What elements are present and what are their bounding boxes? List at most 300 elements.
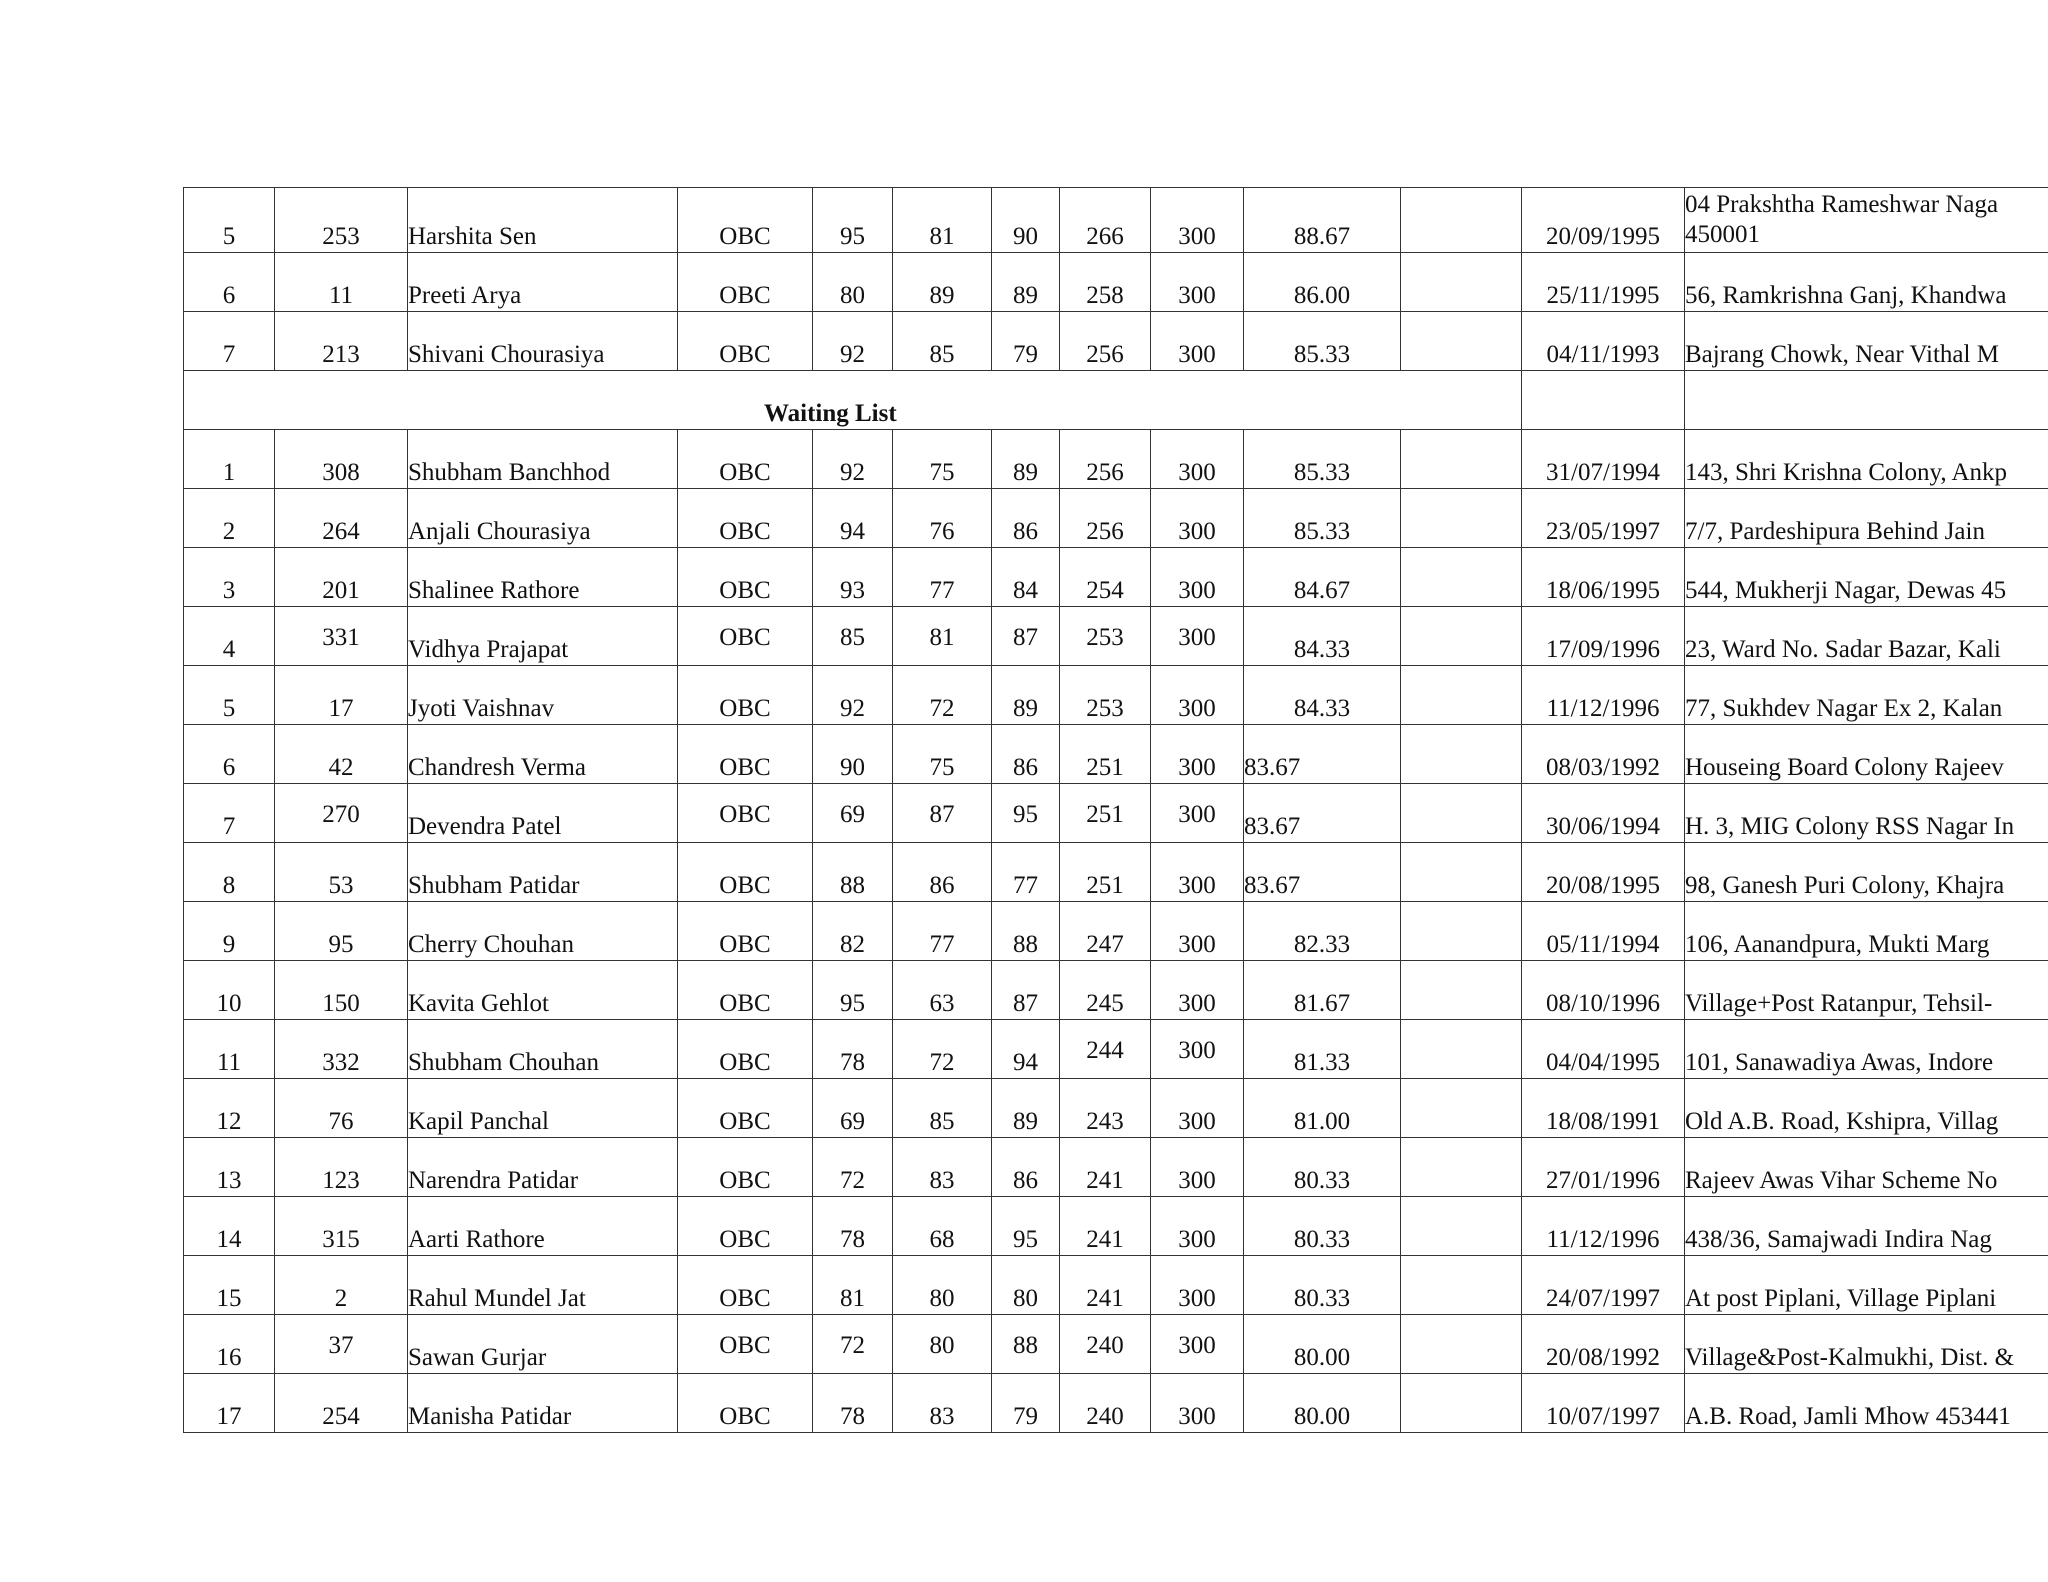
name-cell: Shubham Chouhan	[408, 1020, 678, 1079]
marks-2-cell: 75	[893, 725, 992, 784]
roll-cell: 150	[275, 961, 408, 1020]
category-cell: OBC	[678, 725, 813, 784]
marks-3-cell-text: 95	[1013, 800, 1038, 828]
category-cell: OBC	[678, 1020, 813, 1079]
serial-cell: 15	[184, 1256, 275, 1315]
marks-2-cell: 86	[893, 843, 992, 902]
dob-cell: 04/04/1995	[1522, 1020, 1685, 1079]
max-marks-cell: 300	[1151, 430, 1244, 489]
marks-1-cell: 82	[813, 902, 893, 961]
roll-cell: 264	[275, 489, 408, 548]
marks-3-cell-text: 87	[1013, 623, 1038, 651]
total-cell: 266	[1060, 188, 1151, 253]
marks-1-cell: 94	[813, 489, 893, 548]
percentage-cell: 81.67	[1244, 961, 1401, 1020]
marks-3-cell: 94	[992, 1020, 1060, 1079]
name-cell: Narendra Patidar	[408, 1138, 678, 1197]
max-marks-cell: 300	[1151, 902, 1244, 961]
serial-cell: 10	[184, 961, 275, 1020]
marks-2-cell: 72	[893, 666, 992, 725]
max-marks-cell: 300	[1151, 1374, 1244, 1433]
table-row	[184, 1079, 2048, 1138]
total-cell: 256	[1060, 430, 1151, 489]
marks-1-cell: 80	[813, 253, 893, 312]
total-cell: 243	[1060, 1079, 1151, 1138]
marks-1-cell: 95	[813, 188, 893, 253]
marks-3-cell	[992, 784, 1060, 843]
table-row	[184, 784, 2048, 843]
blank-cell	[1401, 548, 1522, 607]
max-marks-cell: 300	[1151, 188, 1244, 253]
address-cell: 106, Aanandpura, Mukti Marg	[1685, 902, 2048, 961]
dob-cell: 20/08/1995	[1522, 843, 1685, 902]
name-cell: Chandresh Verma	[408, 725, 678, 784]
blank-cell	[1401, 607, 1522, 666]
marks-3-cell: 89	[992, 1079, 1060, 1138]
total-cell: 241	[1060, 1138, 1151, 1197]
roll-cell: 42	[275, 725, 408, 784]
marks-1-cell	[813, 1315, 893, 1374]
name-cell: Rahul Mundel Jat	[408, 1256, 678, 1315]
serial-cell: 7	[184, 784, 275, 843]
category-cell: OBC	[678, 961, 813, 1020]
address-cell: 101, Sanawadiya Awas, Indore	[1685, 1020, 2048, 1079]
address-cell: Bajrang Chowk, Near Vithal M	[1685, 312, 2048, 371]
roll-cell: 213	[275, 312, 408, 371]
marks-1-cell	[813, 784, 893, 843]
serial-cell: 2	[184, 489, 275, 548]
blank-cell	[1685, 371, 2048, 430]
name-cell: Shubham Patidar	[408, 843, 678, 902]
percentage-cell: 84.67	[1244, 548, 1401, 607]
dob-cell: 24/07/1997	[1522, 1256, 1685, 1315]
name-cell: Sawan Gurjar	[408, 1315, 678, 1374]
max-marks-cell: 300	[1151, 725, 1244, 784]
category-cell: OBC	[678, 1138, 813, 1197]
address-cell: 7/7, Pardeshipura Behind Jain	[1685, 489, 2048, 548]
serial-cell: 4	[184, 607, 275, 666]
total-cell: 247	[1060, 902, 1151, 961]
total-cell: 241	[1060, 1256, 1151, 1315]
total-cell-text: 251	[1086, 800, 1124, 828]
total-cell	[1060, 1020, 1151, 1079]
marks-3-cell: 89	[992, 666, 1060, 725]
percentage-cell: 80.33	[1244, 1138, 1401, 1197]
roll-cell: 254	[275, 1374, 408, 1433]
max-marks-cell: 300	[1151, 1138, 1244, 1197]
marks-1-cell: 81	[813, 1256, 893, 1315]
name-cell: Shubham Banchhod	[408, 430, 678, 489]
blank-cell	[1401, 1315, 1522, 1374]
marks-3-cell: 79	[992, 1374, 1060, 1433]
serial-cell: 6	[184, 253, 275, 312]
serial-cell: 6	[184, 725, 275, 784]
category-cell: OBC	[678, 1256, 813, 1315]
percentage-cell: 85.33	[1244, 430, 1401, 489]
name-cell: Shivani Chourasiya	[408, 312, 678, 371]
marks-2-cell: 75	[893, 430, 992, 489]
name-cell: Kapil Panchal	[408, 1079, 678, 1138]
percentage-cell: 80.33	[1244, 1197, 1401, 1256]
serial-cell: 13	[184, 1138, 275, 1197]
marks-2-cell: 81	[893, 188, 992, 253]
table-row	[184, 489, 2048, 548]
serial-cell: 5	[184, 188, 275, 253]
table-row	[184, 961, 2048, 1020]
blank-cell	[1401, 1138, 1522, 1197]
marks-1-cell	[813, 607, 893, 666]
marks-1-cell: 93	[813, 548, 893, 607]
blank-cell	[1401, 666, 1522, 725]
category-cell	[678, 1315, 813, 1374]
roll-cell-text: 270	[322, 800, 360, 828]
address-cell: 438/36, Samajwadi Indira Nag	[1685, 1197, 2048, 1256]
dob-cell: 11/12/1996	[1522, 666, 1685, 725]
marks-2-cell: 83	[893, 1374, 992, 1433]
total-cell: 254	[1060, 548, 1151, 607]
serial-cell: 16	[184, 1315, 275, 1374]
blank-cell	[1401, 1020, 1522, 1079]
max-marks-cell: 300	[1151, 312, 1244, 371]
max-marks-cell: 300	[1151, 843, 1244, 902]
name-cell: Anjali Chourasiya	[408, 489, 678, 548]
marks-2-cell: 89	[893, 253, 992, 312]
roll-cell: 315	[275, 1197, 408, 1256]
total-cell-text: 240	[1086, 1331, 1124, 1359]
blank-cell	[1401, 253, 1522, 312]
category-cell: OBC	[678, 843, 813, 902]
marks-2-cell: 85	[893, 1079, 992, 1138]
category-cell: OBC	[678, 1079, 813, 1138]
section-title: Waiting List	[184, 371, 1522, 430]
serial-cell: 14	[184, 1197, 275, 1256]
table-row	[184, 548, 2048, 607]
dob-cell: 11/12/1996	[1522, 1197, 1685, 1256]
blank-cell	[1401, 1256, 1522, 1315]
serial-cell: 9	[184, 902, 275, 961]
marks-3-cell	[992, 1315, 1060, 1374]
percentage-cell: 80.00	[1244, 1315, 1401, 1374]
address-cell: 98, Ganesh Puri Colony, Khajra	[1685, 843, 2048, 902]
total-cell	[1060, 784, 1151, 843]
max-marks-cell-text: 300	[1178, 1036, 1216, 1064]
category-cell: OBC	[678, 253, 813, 312]
roll-cell: 95	[275, 902, 408, 961]
dob-cell: 27/01/1996	[1522, 1138, 1685, 1197]
table-row	[184, 430, 2048, 489]
roll-cell: 11	[275, 253, 408, 312]
category-cell: OBC	[678, 902, 813, 961]
marks-2-cell: 80	[893, 1256, 992, 1315]
table-row	[184, 1256, 2048, 1315]
table-row	[184, 188, 2048, 253]
marks-2-cell: 63	[893, 961, 992, 1020]
serial-cell: 11	[184, 1020, 275, 1079]
total-cell: 258	[1060, 253, 1151, 312]
roll-cell: 332	[275, 1020, 408, 1079]
marks-3-cell: 86	[992, 489, 1060, 548]
blank-cell	[1401, 961, 1522, 1020]
category-cell	[678, 607, 813, 666]
marks-2-cell: 72	[893, 1020, 992, 1079]
name-cell: Jyoti Vaishnav	[408, 666, 678, 725]
dob-cell: 10/07/1997	[1522, 1374, 1685, 1433]
total-cell: 256	[1060, 312, 1151, 371]
address-cell: H. 3, MIG Colony RSS Nagar In	[1685, 784, 2048, 843]
dob-cell: 20/08/1992	[1522, 1315, 1685, 1374]
dob-cell: 18/06/1995	[1522, 548, 1685, 607]
marks-2-cell	[893, 1315, 992, 1374]
name-cell: Cherry Chouhan	[408, 902, 678, 961]
marks-3-cell: 89	[992, 430, 1060, 489]
roll-cell	[275, 607, 408, 666]
marks-1-cell-text: 72	[840, 1331, 865, 1359]
roll-cell: 308	[275, 430, 408, 489]
dob-cell: 23/05/1997	[1522, 489, 1685, 548]
table-row	[184, 843, 2048, 902]
dob-cell: 08/03/1992	[1522, 725, 1685, 784]
roll-cell	[275, 1315, 408, 1374]
table-row	[184, 1374, 2048, 1433]
total-cell: 241	[1060, 1197, 1151, 1256]
percentage-cell: 85.33	[1244, 312, 1401, 371]
max-marks-cell	[1151, 607, 1244, 666]
dob-cell: 25/11/1995	[1522, 253, 1685, 312]
roll-cell	[275, 784, 408, 843]
percentage-cell: 80.00	[1244, 1374, 1401, 1433]
table-row	[184, 1020, 2048, 1079]
table-row	[184, 902, 2048, 961]
blank-cell	[1401, 1079, 1522, 1138]
table-row	[184, 1138, 2048, 1197]
max-marks-cell	[1151, 1020, 1244, 1079]
marks-2-cell: 85	[893, 312, 992, 371]
address-cell: 56, Ramkrishna Ganj, Khandwa	[1685, 253, 2048, 312]
marks-1-cell: 78	[813, 1197, 893, 1256]
percentage-cell: 83.67	[1244, 784, 1401, 843]
marks-1-cell: 92	[813, 666, 893, 725]
max-marks-cell-text: 300	[1178, 623, 1216, 651]
category-cell	[678, 784, 813, 843]
category-cell-text: OBC	[719, 1331, 771, 1359]
marks-1-cell: 90	[813, 725, 893, 784]
marks-2-cell: 68	[893, 1197, 992, 1256]
percentage-cell: 83.67	[1244, 725, 1401, 784]
blank-cell	[1401, 784, 1522, 843]
marks-2-cell	[893, 607, 992, 666]
max-marks-cell: 300	[1151, 666, 1244, 725]
dob-cell: 04/11/1993	[1522, 312, 1685, 371]
roll-cell: 53	[275, 843, 408, 902]
total-cell	[1060, 607, 1151, 666]
marks-3-cell: 88	[992, 902, 1060, 961]
address-cell: Village+Post Ratanpur, Tehsil-	[1685, 961, 2048, 1020]
marks-1-cell: 88	[813, 843, 893, 902]
blank-cell	[1522, 371, 1685, 430]
dob-cell: 31/07/1994	[1522, 430, 1685, 489]
address-cell: Rajeev Awas Vihar Scheme No	[1685, 1138, 2048, 1197]
marks-3-cell: 87	[992, 961, 1060, 1020]
max-marks-cell: 300	[1151, 1197, 1244, 1256]
marks-1-cell-text: 69	[840, 800, 865, 828]
serial-cell: 1	[184, 430, 275, 489]
max-marks-cell-text: 300	[1178, 1331, 1216, 1359]
category-cell: OBC	[678, 489, 813, 548]
percentage-cell: 81.33	[1244, 1020, 1401, 1079]
dob-cell: 17/09/1996	[1522, 607, 1685, 666]
name-cell: Harshita Sen	[408, 188, 678, 253]
max-marks-cell: 300	[1151, 253, 1244, 312]
category-cell: OBC	[678, 312, 813, 371]
roll-cell: 253	[275, 188, 408, 253]
section-row	[184, 371, 2048, 430]
total-cell: 256	[1060, 489, 1151, 548]
roll-cell-text: 331	[322, 623, 360, 651]
name-cell: Shalinee Rathore	[408, 548, 678, 607]
name-cell: Devendra Patel	[408, 784, 678, 843]
roll-cell: 123	[275, 1138, 408, 1197]
category-cell: OBC	[678, 666, 813, 725]
marks-2-cell-text: 80	[929, 1331, 955, 1359]
marks-1-cell: 78	[813, 1374, 893, 1433]
serial-cell: 17	[184, 1374, 275, 1433]
marks-2-cell: 77	[893, 902, 992, 961]
max-marks-cell: 300	[1151, 1256, 1244, 1315]
marks-1-cell: 69	[813, 1079, 893, 1138]
address-cell: 77, Sukhdev Nagar Ex 2, Kalan	[1685, 666, 2048, 725]
marks-3-cell: 84	[992, 548, 1060, 607]
category-cell: OBC	[678, 188, 813, 253]
blank-cell	[1401, 430, 1522, 489]
table-row	[184, 312, 2048, 371]
marks-3-cell: 95	[992, 1197, 1060, 1256]
blank-cell	[1401, 1197, 1522, 1256]
marks-1-cell: 72	[813, 1138, 893, 1197]
merit-list-table	[183, 187, 2048, 1433]
name-cell: Vidhya Prajapat	[408, 607, 678, 666]
roll-cell: 2	[275, 1256, 408, 1315]
percentage-cell: 88.67	[1244, 188, 1401, 253]
address-cell: 23, Ward No. Sadar Bazar, Kali	[1685, 607, 2048, 666]
table-row	[184, 1315, 2048, 1374]
marks-3-cell: 89	[992, 253, 1060, 312]
address-cell: Old A.B. Road, Kshipra, Villag	[1685, 1079, 2048, 1138]
max-marks-cell: 300	[1151, 1079, 1244, 1138]
category-cell: OBC	[678, 1197, 813, 1256]
marks-1-cell-text: 85	[840, 623, 865, 651]
blank-cell	[1401, 312, 1522, 371]
table-body	[184, 188, 2048, 1433]
dob-cell: 08/10/1996	[1522, 961, 1685, 1020]
serial-cell: 12	[184, 1079, 275, 1138]
roll-cell: 17	[275, 666, 408, 725]
serial-cell: 3	[184, 548, 275, 607]
marks-2-cell: 77	[893, 548, 992, 607]
category-cell: OBC	[678, 430, 813, 489]
address-cell: Village&Post-Kalmukhi, Dist. &	[1685, 1315, 2048, 1374]
marks-1-cell: 78	[813, 1020, 893, 1079]
dob-cell: 05/11/1994	[1522, 902, 1685, 961]
table-row	[184, 607, 2048, 666]
blank-cell	[1401, 489, 1522, 548]
max-marks-cell: 300	[1151, 489, 1244, 548]
category-cell: OBC	[678, 1374, 813, 1433]
marks-2-cell	[893, 784, 992, 843]
marks-3-cell	[992, 607, 1060, 666]
marks-1-cell: 92	[813, 430, 893, 489]
percentage-cell: 82.33	[1244, 902, 1401, 961]
address-cell: Houseing Board Colony Rajeev	[1685, 725, 2048, 784]
total-cell: 251	[1060, 843, 1151, 902]
marks-3-cell-text: 88	[1013, 1331, 1038, 1359]
address-cell: 143, Shri Krishna Colony, Ankp	[1685, 430, 2048, 489]
total-cell: 251	[1060, 725, 1151, 784]
blank-cell	[1401, 725, 1522, 784]
total-cell: 240	[1060, 1374, 1151, 1433]
marks-2-cell-text: 87	[929, 800, 955, 828]
marks-3-cell: 86	[992, 1138, 1060, 1197]
category-cell-text: OBC	[719, 800, 771, 828]
total-cell-text: 244	[1086, 1036, 1124, 1064]
serial-cell: 8	[184, 843, 275, 902]
blank-cell	[1401, 188, 1522, 253]
name-cell: Aarti Rathore	[408, 1197, 678, 1256]
marks-3-cell: 80	[992, 1256, 1060, 1315]
name-cell: Kavita Gehlot	[408, 961, 678, 1020]
marks-2-cell-text: 81	[929, 623, 955, 651]
percentage-cell: 86.00	[1244, 253, 1401, 312]
blank-cell	[1401, 843, 1522, 902]
dob-cell: 18/08/1991	[1522, 1079, 1685, 1138]
roll-cell: 201	[275, 548, 408, 607]
table-row	[184, 253, 2048, 312]
blank-cell	[1401, 1374, 1522, 1433]
max-marks-cell: 300	[1151, 548, 1244, 607]
address-line-1: 04 Prakshtha Rameshwar Naga	[1685, 191, 1999, 218]
serial-cell: 5	[184, 666, 275, 725]
roll-cell-text: 37	[328, 1331, 354, 1359]
table-row	[184, 1197, 2048, 1256]
max-marks-cell: 300	[1151, 961, 1244, 1020]
percentage-cell: 83.67	[1244, 843, 1401, 902]
total-cell	[1060, 1315, 1151, 1374]
dob-cell: 20/09/1995	[1522, 188, 1685, 253]
marks-1-cell: 95	[813, 961, 893, 1020]
marks-2-cell: 83	[893, 1138, 992, 1197]
table-row	[184, 725, 2048, 784]
category-cell: OBC	[678, 548, 813, 607]
table-row	[184, 666, 2048, 725]
marks-3-cell: 86	[992, 725, 1060, 784]
address-line-2: 450001	[1685, 221, 1760, 248]
total-cell: 253	[1060, 666, 1151, 725]
address-cell: At post Piplani, Village Piplani	[1685, 1256, 2048, 1315]
address-cell	[1685, 188, 2048, 253]
address-cell: A.B. Road, Jamli Mhow 453441	[1685, 1374, 2048, 1433]
percentage-cell: 80.33	[1244, 1256, 1401, 1315]
dob-cell: 30/06/1994	[1522, 784, 1685, 843]
blank-cell	[1401, 902, 1522, 961]
max-marks-cell	[1151, 784, 1244, 843]
name-cell: Manisha Patidar	[408, 1374, 678, 1433]
max-marks-cell-text: 300	[1178, 800, 1216, 828]
marks-3-cell: 77	[992, 843, 1060, 902]
total-cell: 245	[1060, 961, 1151, 1020]
total-cell-text: 253	[1086, 623, 1124, 651]
percentage-cell: 81.00	[1244, 1079, 1401, 1138]
category-cell-text: OBC	[719, 623, 771, 651]
marks-3-cell: 79	[992, 312, 1060, 371]
